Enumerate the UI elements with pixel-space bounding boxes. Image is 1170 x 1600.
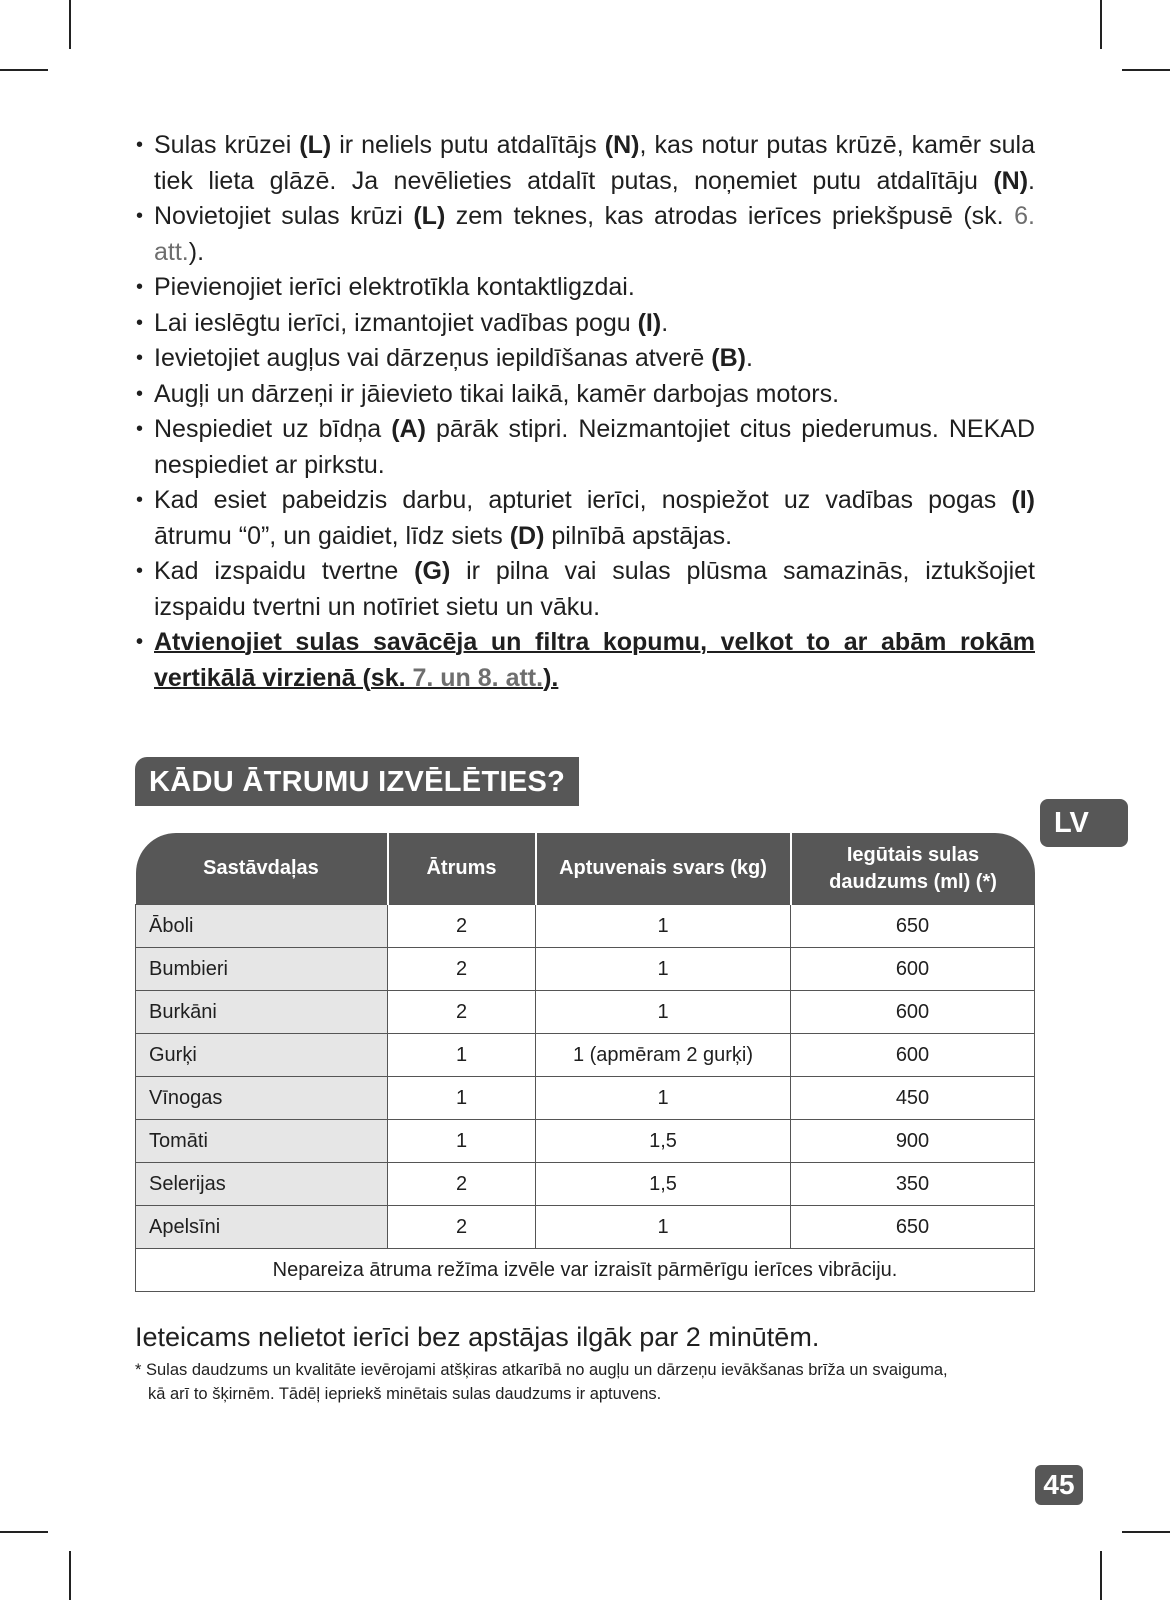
ingredient-cell: Bumbieri — [136, 948, 388, 991]
weight-cell: 1,5 — [536, 1120, 791, 1163]
column-header: Ātrums — [388, 833, 536, 905]
instruction-item: • Nespiediet uz bīdņa (A) pārāk stipri. Neizmantojiet citus piederumus. NEKAD nespiediet ar pirkstu. — [136, 412, 1035, 483]
speed-cell: 2 — [388, 991, 536, 1034]
speed-cell: 2 — [388, 948, 536, 991]
speed-cell: 1 — [388, 1034, 536, 1077]
weight-cell: 1 — [536, 991, 791, 1034]
table-row — [136, 1163, 1035, 1206]
juice-cell: 600 — [791, 1034, 1035, 1077]
instruction-item-emphasized: • Atvienojiet sulas savācēja un filtra kopumu, velkot to ar abām rokām vertikālā virzienā (sk. 7. un 8. att.). — [136, 625, 1035, 696]
instruction-item: • Augļi un dārzeņi ir jāievieto tikai laikā, kamēr darbojas motors. — [136, 377, 1035, 413]
speed-cell: 2 — [388, 1163, 536, 1206]
instruction-item: • Kad esiet pabeidzis darbu, apturiet ierīci, nospiežot uz vadības pogas (I) ātrumu “0”, un gaidiet, līdz siets (D) pilnībā apstājas. — [136, 483, 1035, 554]
weight-cell: 1,5 — [536, 1163, 791, 1206]
juice-cell: 600 — [791, 948, 1035, 991]
column-header: Sastāvdaļas — [136, 833, 388, 905]
speed-cell: 1 — [388, 1120, 536, 1163]
ingredient-cell: Āboli — [136, 905, 388, 948]
crop-mark — [69, 0, 71, 49]
ingredient-cell: Tomāti — [136, 1120, 388, 1163]
ingredient-cell: Apelsīni — [136, 1206, 388, 1249]
juice-cell: 450 — [791, 1077, 1035, 1120]
speed-cell: 2 — [388, 905, 536, 948]
weight-cell: 1 — [536, 1077, 791, 1120]
table-header-row — [136, 833, 1035, 905]
footnote — [135, 1358, 1040, 1406]
instruction-item: • Kad izspaidu tvertne (G) ir pilna vai sulas plūsma samazinās, iztukšojiet izspaidu tvertni un notīriet sietu un vāku. — [136, 554, 1035, 625]
crop-mark — [0, 1531, 48, 1533]
ingredient-cell: Vīnogas — [136, 1077, 388, 1120]
crop-mark — [1122, 1531, 1170, 1533]
speed-cell: 1 — [388, 1077, 536, 1120]
table-row — [136, 1077, 1035, 1120]
table-row — [136, 1034, 1035, 1077]
weight-cell: 1 — [536, 905, 791, 948]
table-note: Nepareiza ātruma režīma izvēle var izraisīt pārmērīgu ierīces vibrāciju. — [136, 1249, 1035, 1292]
weight-cell: 1 — [536, 948, 791, 991]
figure-reference: 6. att. — [154, 202, 1035, 266]
ingredient-cell: Burkāni — [136, 991, 388, 1034]
crop-mark — [1122, 69, 1170, 71]
instruction-item: • Ievietojiet augļus vai dārzeņus iepildīšanas atverē (B). — [136, 341, 1035, 377]
juice-cell: 600 — [791, 991, 1035, 1034]
instruction-item: • Lai ieslēgtu ierīci, izmantojiet vadības pogu (I). — [136, 306, 1035, 342]
footnote-line: kā arī to šķirnēm. Tādēļ iepriekš minētais sulas daudzums ir aptuvens. — [148, 1385, 662, 1403]
juice-cell: 900 — [791, 1120, 1035, 1163]
table-row — [136, 905, 1035, 948]
instruction-item: • Novietojiet sulas krūzi (L) zem teknes, kas atrodas ierīces priekšpusē (sk. 6. att.). — [136, 199, 1035, 270]
juice-cell: 650 — [791, 1206, 1035, 1249]
juice-cell: 350 — [791, 1163, 1035, 1206]
crop-mark — [69, 1551, 71, 1600]
table-row — [136, 948, 1035, 991]
footnote-line: * Sulas daudzums un kvalitāte ievērojami atšķiras atkarībā no augļu un dārzeņu ievākšanas brīža un svaiguma, — [135, 1361, 948, 1379]
ingredient-cell: Selerijas — [136, 1163, 388, 1206]
language-tab: LV — [1040, 799, 1128, 847]
weight-cell: 1 (apmēram 2 gurķi) — [536, 1034, 791, 1077]
section-heading: KĀDU ĀTRUMU IZVĒLĒTIES? — [135, 757, 579, 806]
page-number: 45 — [1035, 1465, 1083, 1505]
table-row — [136, 1120, 1035, 1163]
speed-cell: 2 — [388, 1206, 536, 1249]
weight-cell: 1 — [536, 1206, 791, 1249]
crop-mark — [1100, 0, 1102, 49]
ingredient-cell: Gurķi — [136, 1034, 388, 1077]
usage-recommendation: Ieteicams nelietot ierīci bez apstājas ilgāk par 2 minūtēm. — [135, 1322, 820, 1352]
crop-mark — [0, 69, 48, 71]
speed-table — [135, 833, 1035, 1292]
juice-cell: 650 — [791, 905, 1035, 948]
table-row — [136, 991, 1035, 1034]
instruction-list — [136, 128, 1035, 696]
crop-mark — [1100, 1551, 1102, 1600]
instruction-item: • Sulas krūzei (L) ir neliels putu atdalītājs (N), kas notur putas krūzē, kamēr sula tiek lieta glāzē. Ja nevēlieties atdalīt putas, noņemiet putu atdalītāju (N). — [136, 128, 1035, 199]
column-header: Iegūtais sulas daudzums (ml) (*) — [791, 833, 1035, 905]
instruction-item: • Pievienojiet ierīci elektrotīkla kontaktligzdai. — [136, 270, 1035, 306]
figure-reference: 7. un 8. att. — [412, 663, 544, 692]
table-row — [136, 1206, 1035, 1249]
column-header: Aptuvenais svars (kg) — [536, 833, 791, 905]
table-note-row — [136, 1249, 1035, 1292]
